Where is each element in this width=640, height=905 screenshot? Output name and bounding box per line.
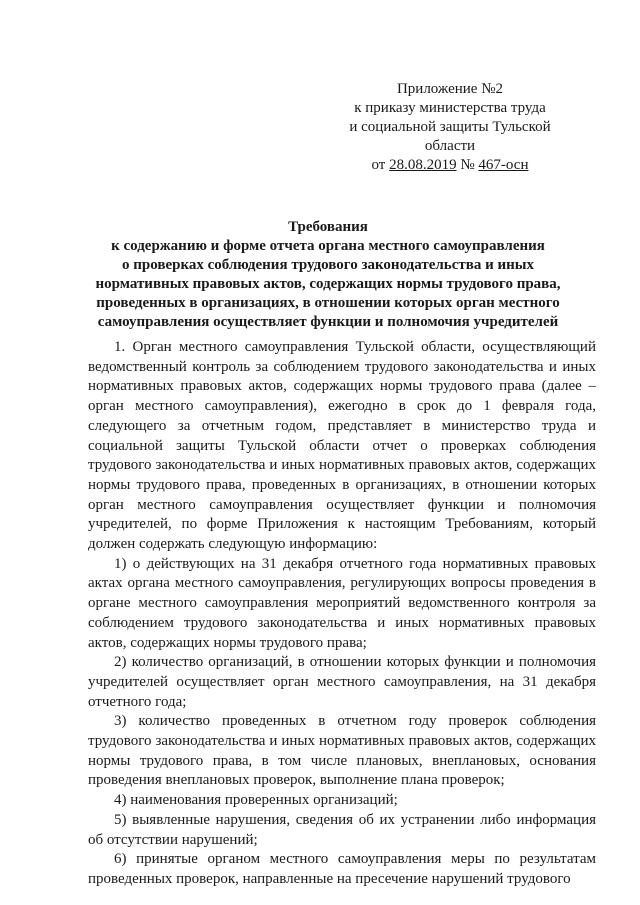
date-prefix: от bbox=[371, 157, 390, 173]
appendix-region: области bbox=[424, 138, 476, 154]
appendix-date-line bbox=[330, 156, 570, 175]
title-line: нормативных правовых актов, содержащих нормы трудового права, bbox=[95, 276, 561, 292]
paragraph-item: 6) принятые органом местного самоуправления меры по результатам проведенных проверок, направленные на пресечение нарушений трудового bbox=[88, 851, 596, 887]
document-body bbox=[88, 338, 596, 890]
paragraph-item: 4) наименования проверенных организаций; bbox=[114, 792, 398, 809]
paragraph-item: 5) выявленные нарушения, сведения об их устранении либо информация об отсутствии нарушений; bbox=[88, 811, 596, 848]
paragraph-main: 1. Орган местного самоуправления Тульской области, осуществляющий ведомственный контроль за соблюдением трудового законодательства и иных нормативных правовых актов, содержащих нормы трудового права (далее – орган местного самоуправления), ежегодно в срок до 1 февраля года, следующего за отчетным годом, представляет в министерство труда и социальной защиты Тульской области отчет о проверках соблюдения трудового законодательства и иных нормативных правовых актов, содержащих нормы трудового права, проведенных в организациях, в отношении которых орган местного самоуправления осуществляет функции и полномочия учредителей, по форме Приложения к настоящим Требованиям, который должен содержать следующую информацию: bbox=[88, 339, 596, 553]
appendix-label: Приложение №2 bbox=[396, 81, 504, 97]
number-prefix: № bbox=[456, 157, 479, 173]
order-number: 467-осн bbox=[478, 157, 529, 173]
title-line: о проверках соблюдения трудового законодательства и иных bbox=[121, 257, 534, 273]
paragraph-item: 3) количество проведенных в отчетном году проверок соблюдения трудового законодательства и иных нормативных правовых актов, содержащих нормы трудового права, в том числе плановых, внеплановых, основания проведения внеплановых проверок, выполнение плана проверок; bbox=[88, 713, 596, 789]
appendix-order-ref: к приказу министерства труда bbox=[354, 100, 546, 116]
paragraph-item: 2) количество организаций, в отношении которых функции и полномочия учредителей осуществляет орган местного самоуправления, на 31 декабря отчетного года; bbox=[88, 654, 596, 710]
title-line: к содержанию и форме отчета органа местного самоуправления bbox=[111, 238, 545, 254]
title-line: Требования bbox=[288, 219, 368, 235]
appendix-header bbox=[330, 80, 570, 175]
document-title bbox=[88, 218, 568, 332]
order-date: 28.08.2019 bbox=[389, 157, 457, 173]
appendix-ministry: и социальной защиты Тульской bbox=[349, 119, 551, 135]
title-line: самоуправления осуществляет функции и полномочия учредителей bbox=[97, 314, 559, 330]
title-line: проведенных в организациях, в отношении которых орган местного bbox=[96, 295, 560, 311]
paragraph-item: 1) о действующих на 31 декабря отчетного года нормативных правовых актах органа местного самоуправления, регулирующих вопросы проведения в органе местного самоуправления мероприятий ведомственного контроля за соблюдением трудового законодательства и иных нормативных правовых актов, содержащих нормы трудового права; bbox=[88, 555, 596, 651]
